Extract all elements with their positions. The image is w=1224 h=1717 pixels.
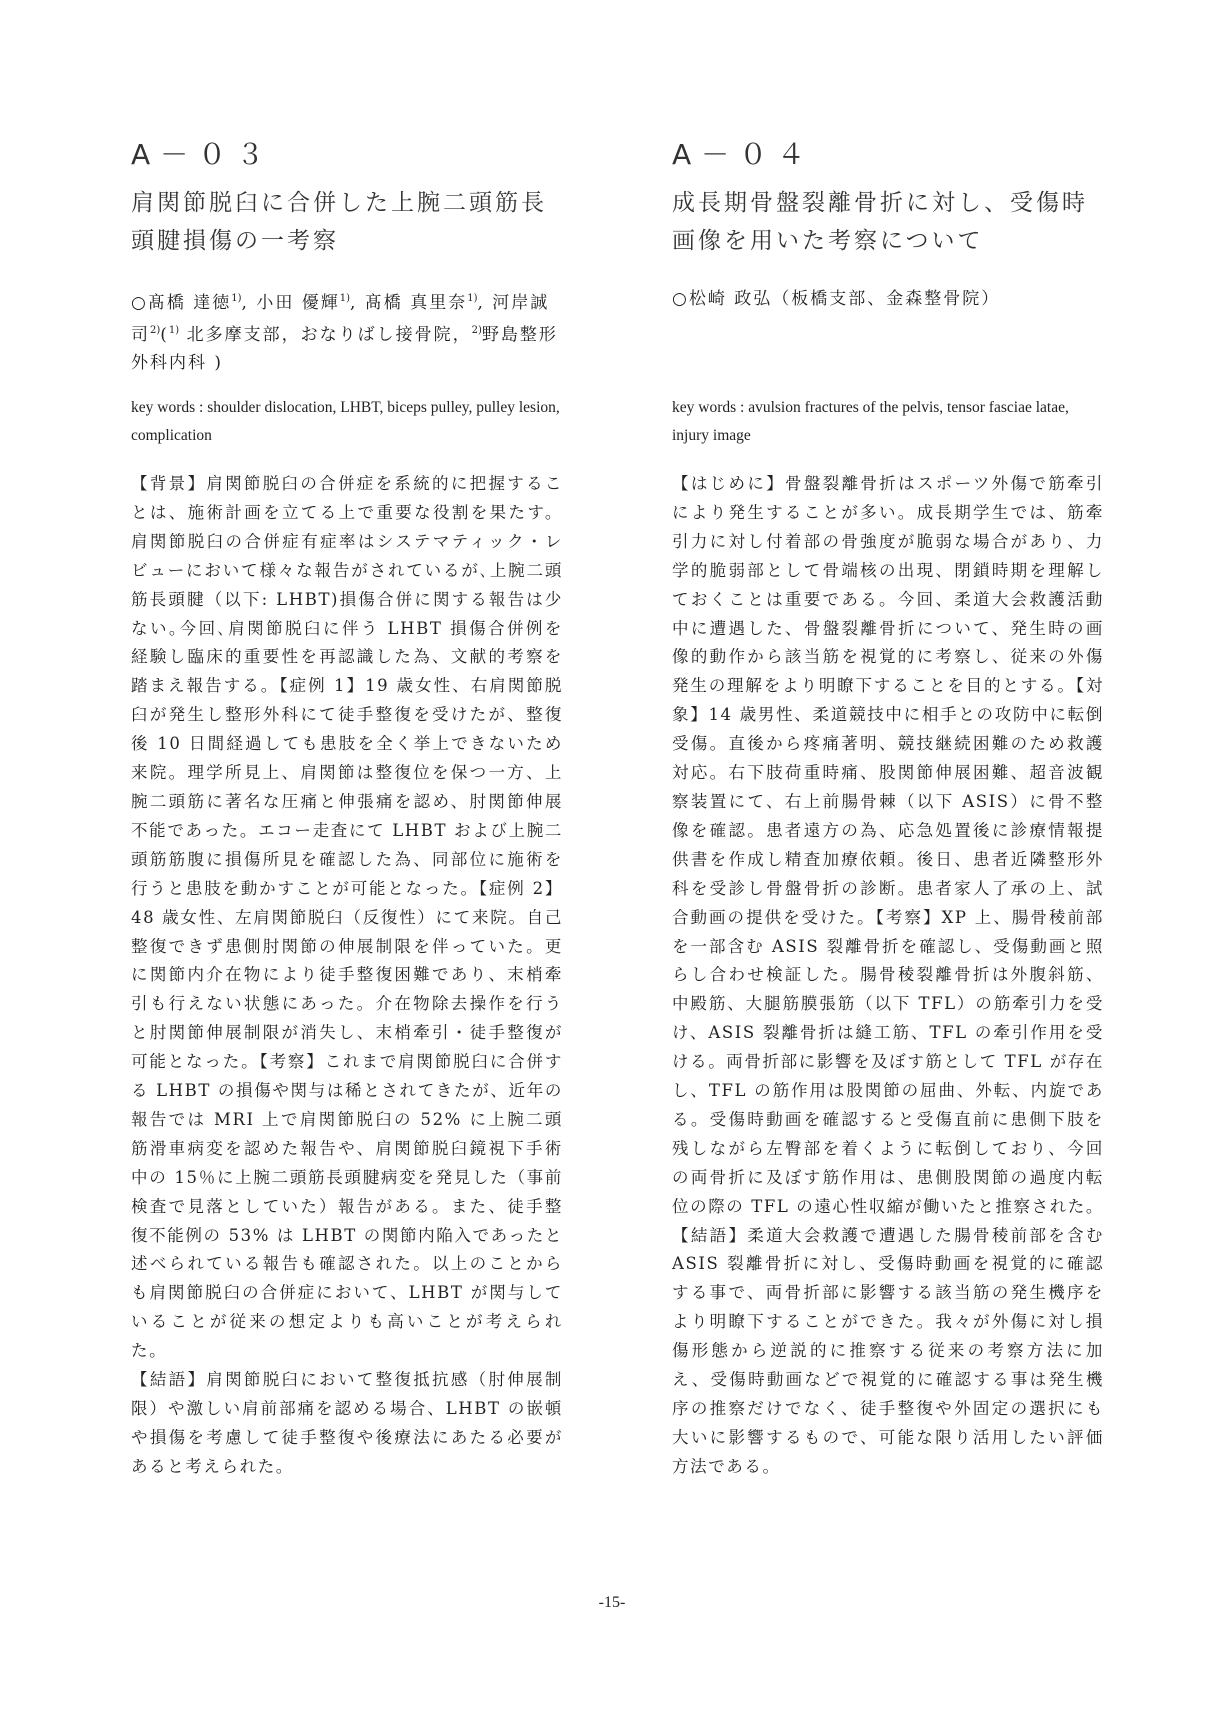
abstract-title: 成長期骨盤裂離骨折に対し、受傷時画像を用いた考察について [672, 190, 1088, 254]
affiliation-mark: 1) [168, 325, 180, 336]
author-name: ○髙橋 達徳 [131, 293, 232, 313]
author-list [131, 285, 563, 377]
author-name: , 髙橋 真里奈 [350, 293, 468, 313]
keywords: key words : avulsion fractures of the pelvis, tensor fasciae latae, injury image [672, 399, 1069, 444]
keywords: key words : shoulder dislocation, LHBT, biceps pulley, pulley lesion, complication [131, 399, 560, 444]
affiliation-mark: 2) [150, 325, 161, 336]
abstract-body [672, 470, 1104, 1482]
body-paragraph: 【結語】肩関節脱臼において整復抵抗感（肘伸展制限）や激しい肩前部痛を認める場合、LHBT の嵌頓や損傷を考慮して徒手整復や後療法にあたる必要があると考えられた。 [131, 1370, 563, 1476]
affiliation-mark: 1) [231, 293, 242, 304]
body-paragraph: 【背景】肩関節脱臼の合併症を系統的に把握することは、施術計画を立てる上で重要な役割を果たす。肩関節脱臼の合併症有症率はシステマティック・レビューにおいて様々な報告がされているが､上腕二頭筋長頭腱（以下: LHBT)損傷合併に関する報告は少ない｡今回､肩関節脱臼に伴う LHBT 損傷合併例を経験し臨床的重要性を再認識した為、文献的考察を踏まえ報告する。【症例 1】19 歳女性、右肩関節脱臼が発生し整形外科にて徒手整復を受けたが、整復後 10 日間経過しても患肢を全く挙上できないため来院。理学所見上、肩関節は整復位を保つ一方、上腕二頭筋に著名な圧痛と伸張痛を認め、肘関節伸展不能であった。エコー走査にて LHBT および上腕二頭筋筋腹に損傷所見を確認した為、同部位に施術を行うと患肢を動かすことが可能となった。【症例 2】48 歳女性、左肩関節脱臼（反復性）にて来院。自己整復できず患側肘関節の伸展制限を伴っていた。更に関節内介在物により徒手整復困難であり、末梢牽引も行えない状態にあった。介在物除去操作を行うと肘関節伸展制限が消失し、末梢牽引・徒手整復が可能となった。【考察】これまで肩関節脱臼に合併する LHBT の損傷や関与は稀とされてきたが、近年の報告では MRI 上で肩関節脱臼の 52% に上腕二頭筋滑車病変を認めた報告や、肩関節脱臼鏡視下手術中の 15％に上腕二頭筋長頭腱病変を発見した（事前検査で見落としていた）報告がある。また、徒手整復不能例の 53% は LHBT の関節内陥入であったと述べられている報告も確認された。以上のことからも肩関節脱臼の合併症において、LHBT が関与していることが従来の想定よりも高いことが考えられた。 [131, 474, 563, 1361]
author-name: , 河岸誠司 [131, 293, 550, 345]
affiliation: 北多摩支部，おなりばし接骨院， [179, 325, 472, 345]
affiliation: 野島整形外科内科 ) [131, 325, 558, 373]
author-list: ○松崎 政弘（板橋支部、金森整骨院） [672, 289, 1001, 309]
affiliation-open: ( [160, 325, 169, 345]
abstract-body [131, 470, 563, 1482]
page-number: -15- [598, 1594, 626, 1611]
body-paragraph: 【はじめに】骨盤裂離骨折はスポーツ外傷で筋牽引により発生することが多い。成長期学生では、筋牽引力に対し付着部の骨強度が脆弱な場合があり、力学的脆弱部として骨端核の出現、閉鎖時期を理解しておくことは重要である。今回、柔道大会救護活動中に遭遇した、骨盤裂離骨折について、発生時の画像的動作から該当筋を視覚的に考察し、従来の外傷発生の理解をより明瞭下することを目的とする。【対象】14 歳男性、柔道競技中に相手との攻防中に転倒受傷。直後から疼痛著明、競技継続困難のため救護対応。右下肢荷重時痛、股関節伸展困難、超音波観察装置にて、右上前腸骨棘（以下 ASIS）に骨不整像を確認。患者遠方の為、応急処置後に診療情報提供書を作成し精査加療依頼。後日、患者近隣整形外科を受診し骨盤骨折の診断。患者家人了承の上、試合動画の提供を受けた。【考察】XP 上、腸骨稜前部を一部含む ASIS 裂離骨折を確認し、受傷動画と照らし合わせ検証した。腸骨稜裂離骨折は外腹斜筋、中殿筋、大腿筋膜張筋（以下 TFL）の筋牽引力を受け、ASIS 裂離骨折は縫工筋、TFL の牽引作用を受ける。両骨折部に影響を及ぼす筋として TFL が存在し、TFL の筋作用は股関節の屈曲、外転、内旋である。受傷時動画を確認すると受傷直前に患側下肢を残しながら左臀部を着くように転倒しており、今回の両骨折に及ぼす筋作用は、患側股関節の過度内転位の際の TFL の遠心性収縮が働いたと推察された。【結語】柔道大会救護で遭遇した腸骨稜前部を含む ASIS 裂離骨折に対し、受傷時動画を視覚的に確認する事で、両骨折部に影響する該当筋の発生機序をより明瞭下することができた。我々が外傷に対し損傷形態から逆説的に推察する従来の考察方法に加え、受傷時動画などで視覚的に確認する事は発生機序の推察だけでなく、徒手整復や外固定の選択にも大いに影響するもので、可能な限り活用したい評価方法である。 [672, 474, 1105, 1476]
affiliation-mark: 2) [471, 325, 482, 336]
affiliation-mark: 1) [339, 293, 350, 304]
abstract-code: A－０４ [672, 138, 816, 171]
affiliation-mark: 1) [467, 293, 478, 304]
abstract-title: 肩関節脱臼に合併した上腕二頭筋長頭腱損傷の一考察 [131, 190, 547, 254]
abstract-code: A－０３ [131, 138, 275, 171]
author-name: , 小田 優輝 [241, 293, 340, 313]
